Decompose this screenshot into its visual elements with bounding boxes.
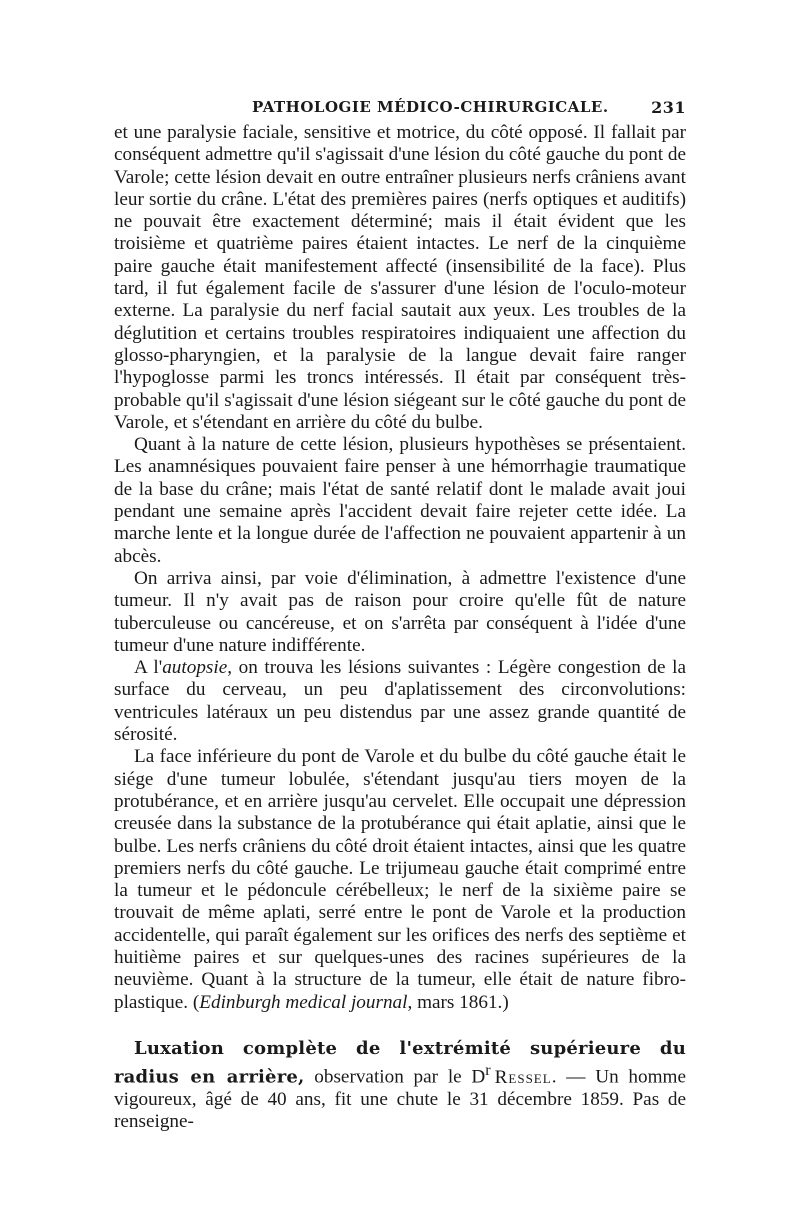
paragraph-4-prefix: A l' xyxy=(134,657,163,679)
autopsie-term: autopsie xyxy=(162,657,228,679)
paragraph-1: et une paralysie faciale, sensitive et motrice, du côté opposé. Il fallait par conséquent admettre qu'il s'agissait d'une lésion du côté gauche du pont de Varole; cette lésion devait en outre entraîner plusieurs nerfs crâniens avant leur sortie du crâne. L'état des premières paires (nerfs optiques et auditifs) ne pouvait être exactement déterminé; mais il était évident que les troisième et quatrième paires étaient intactes. Le nerf de la cinquième paire gauche était manifestement affecté (insensibilité de la face). Plus tard, il fut également facile de s'assurer d'une lésion de l'oculo-moteur externe. La paralysie du nerf facial sautait aux yeux. Les troubles de la déglutition et certains troubles respiratoires indiquaient une affection du glosso-pharyngien, et la paralysie de la langue devait faire ranger l'hypoglosse parmi les troncs intéressés. Il était par conséquent très-probable qu'il s'agissait d'une lésion siégeant sur le côté gauche du pont de Varole, et s'étendant en arrière du côté du bulbe. xyxy=(114,122,686,433)
running-head-title: PATHOLOGIE MÉDICO-CHIRURGICALE. xyxy=(252,98,609,116)
author-name: Ressel xyxy=(494,1066,552,1088)
journal-citation: Edinburgh medical journal xyxy=(199,991,408,1013)
paragraph-6-rest: . — Un homme vigoureux, âgé de 40 ans, fit une chute le 31 décembre 1859. Pas de renseigne- xyxy=(114,1066,686,1133)
paragraph-5-main: La face inférieure du pont de Varole et du bulbe du côté gauche était le siége d'une tumeur lobulée, s'étendant jusqu'au tiers moyen de la protubérance, et en arrière jusqu'au cervelet. Elle occupait une dépression creusée dans la substance de la protubérance qui était aplatie, ainsi que le bulbe. Les nerfs crâniens du côté droit étaient intactes, ainsi que les quatre premiers nerfs du côté gauche. Le trijumeau gauche était comprimé entre la tumeur et le pédoncule cérébelleux; le nerf de la sixième paire se trouvait de même aplati, serré entre le pont de Varole et la production accidentelle, qui paraît également sur les orifices des nerfs des septième et huitième paires et sur quelques-unes des racines supérieures de la neuvième. Quant à la structure de la tumeur, elle était de nature fibro-plastique. ( xyxy=(114,746,686,1013)
paragraph-5 xyxy=(114,746,686,1014)
running-head xyxy=(114,92,686,122)
paragraph-4 xyxy=(114,657,686,746)
paragraph-5-end: , mars 1861.) xyxy=(407,991,509,1013)
paragraph-3: On arriva ainsi, par voie d'élimination, à admettre l'existence d'une tumeur. Il n'y avait pas de raison pour croire qu'elle fût de nature tuberculeuse ou cancéreuse, et on s'arrêta par conséquent à l'idée d'une tumeur d'une nature indifférente. xyxy=(114,567,686,656)
paragraph-4-rest: , on trouva les lésions suivantes : Légère congestion de la surface du cerveau, un peu d'aplatissement des circonvolutions: ventricules latéraux un peu distendus par une assez grande quantité de sérosité. xyxy=(114,657,686,746)
paragraph-2: Quant à la nature de cette lésion, plusieurs hypothèses se présentaient. Les anamnésiques pouvaient faire penser à une hémorrhagie traumatique de la base du crâne; mais l'état de santé relatif dont le malade avait joui pendant une semaine après l'accident devait faire rejeter cette idée. La marche lente et la longue durée de l'affection ne pouvaient appartenir à un abcès. xyxy=(114,434,686,567)
paragraph-6-mid: observation par le D xyxy=(304,1066,486,1088)
body-text xyxy=(114,122,686,1133)
page-number: 231 xyxy=(651,98,686,117)
book-page xyxy=(114,92,686,1133)
article-headline: Luxation complète de l'extrémité supérieure du radius en arrière, xyxy=(114,1037,686,1088)
paragraph-6 xyxy=(114,1038,686,1134)
doctor-abbrev-sup: r xyxy=(485,1062,491,1080)
